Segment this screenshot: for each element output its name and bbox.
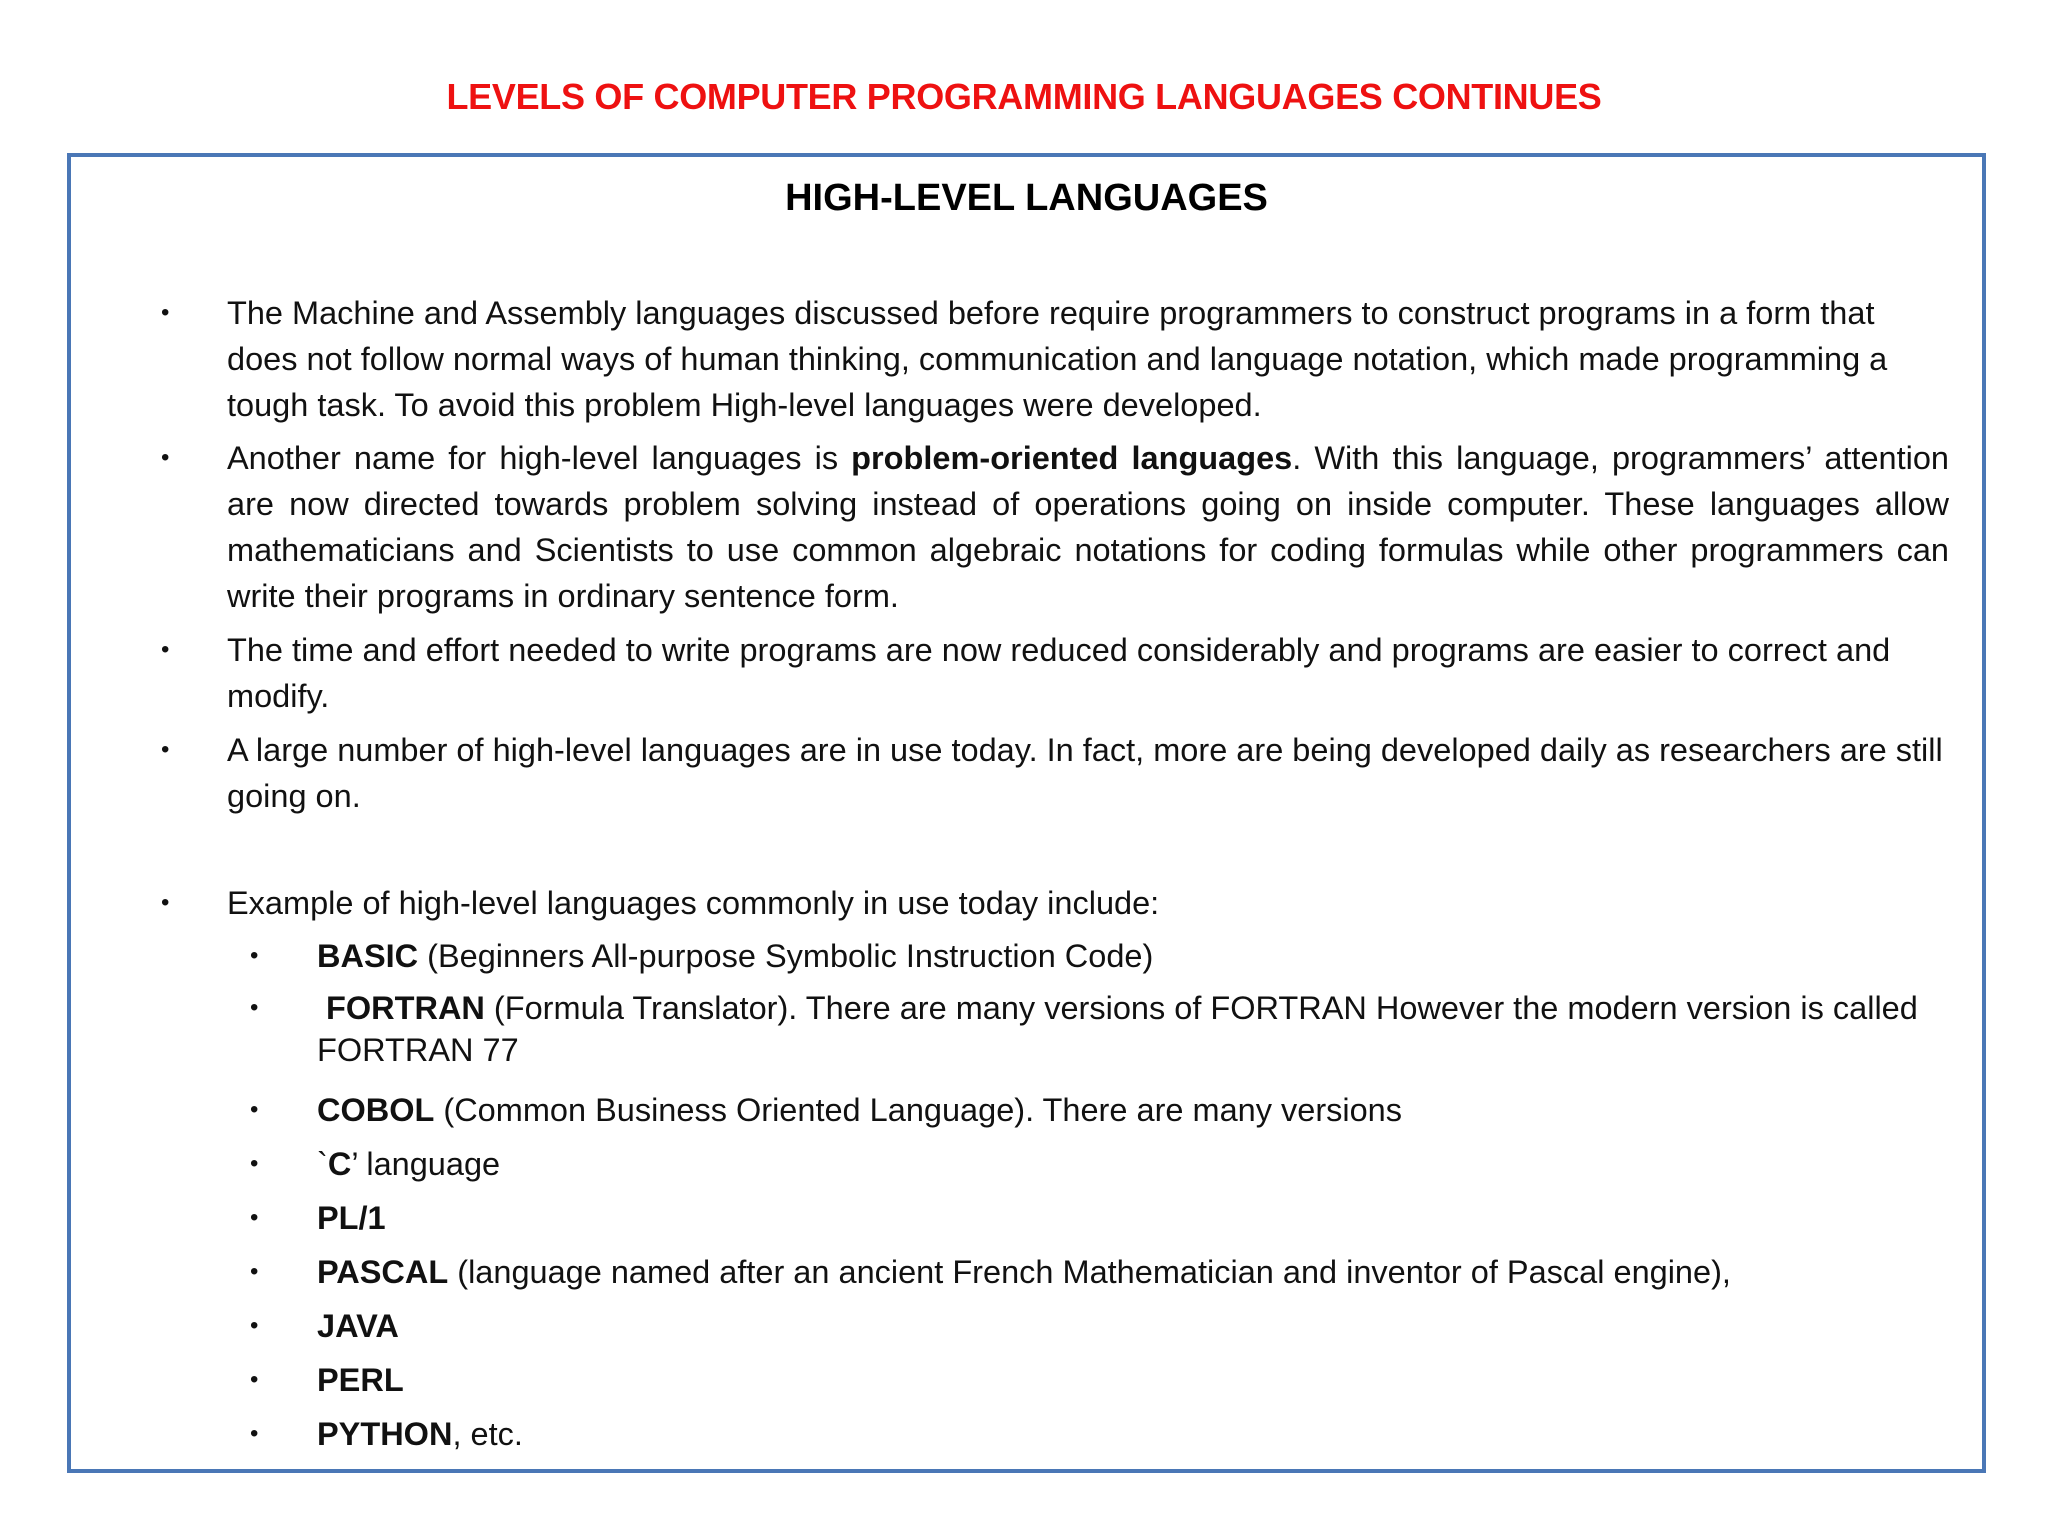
language-item <box>250 1141 1950 1187</box>
language-item <box>250 1303 1950 1349</box>
language-name: PERL <box>317 1362 404 1398</box>
language-text <box>317 1087 1957 1133</box>
language-text <box>317 1411 1957 1457</box>
bullet-icon: • <box>250 1204 259 1231</box>
language-name: FORTRAN <box>326 990 485 1026</box>
language-name: PYTHON <box>317 1416 453 1452</box>
bullet-icon: • <box>161 636 170 663</box>
language-item <box>250 933 1950 979</box>
bullet-icon: • <box>161 889 170 916</box>
language-desc: (language named after an ancient French Mathematician and inventor of Pascal engine), <box>448 1254 1731 1290</box>
language-pre <box>317 990 326 1026</box>
language-text <box>317 1303 1957 1349</box>
bullet-text: A large number of high-level languages are in use today. In fact, more are being developed daily as researchers are still going on. <box>227 732 1943 814</box>
language-desc: (Beginners All-purpose Symbolic Instruction Code) <box>418 938 1154 974</box>
slide-title: LEVELS OF COMPUTER PROGRAMMING LANGUAGES CONTINUES <box>446 76 1602 117</box>
bullet-icon: • <box>250 942 259 969</box>
bullet-icon: • <box>161 299 170 326</box>
language-text <box>317 1249 1957 1295</box>
language-item <box>250 1195 1950 1241</box>
language-text <box>317 1195 1957 1241</box>
bullet-text: The Machine and Assembly languages discussed before require programmers to construct programs in a form that does not follow normal ways of human thinking, communication and language notation, which made programming a tough task. To avoid this problem High-level languages were developed. <box>227 295 1888 423</box>
bullet-item <box>161 435 1961 619</box>
language-pre: ` <box>317 1146 328 1182</box>
bullet-text: The time and effort needed to write programs are now reduced considerably and programs are easier to correct and modify. <box>227 632 1891 714</box>
bullet-icon: • <box>250 1420 259 1447</box>
language-name: C <box>327 1146 352 1182</box>
bullet-icon: • <box>250 994 259 1021</box>
bullet-icon: • <box>250 1312 259 1339</box>
bullet-item <box>161 627 1961 719</box>
bullet-item <box>161 880 1961 926</box>
bullet-icon: • <box>250 1150 259 1177</box>
language-name: PASCAL <box>317 1254 449 1290</box>
bullet-item <box>161 290 1961 428</box>
language-desc: (Formula Translator). There are many versions of FORTRAN However the modern version is called FORTRAN 77 <box>317 990 1927 1068</box>
bullet-icon: • <box>250 1258 259 1285</box>
language-item <box>250 1249 1950 1295</box>
bullet-item <box>161 727 1961 819</box>
language-name: JAVA <box>317 1308 399 1344</box>
language-desc: (Common Business Oriented Language). There are many versions <box>434 1092 1403 1128</box>
language-name: PL/1 <box>317 1200 386 1236</box>
bullet-icon: • <box>250 1096 259 1123</box>
language-text <box>317 1141 1957 1187</box>
language-item <box>250 1411 1950 1457</box>
language-text <box>317 1357 1957 1403</box>
bullet-text <box>227 435 1949 619</box>
bullet-text-post: . With this language, programmers’ attention are now directed towards problem solving instead of operations going on inside computer. These languages allow mathematicians and Scientists to use common algebraic notations for coding formulas while other programmers can write their programs in ordinary sentence form. <box>227 440 1950 614</box>
bullet-text: Example of high-level languages commonly in use today include: <box>227 885 1160 921</box>
language-desc: , etc. <box>452 1416 523 1452</box>
bullet-list <box>71 157 1982 1469</box>
language-item <box>250 1087 1950 1133</box>
language-desc: ’ language <box>351 1146 501 1182</box>
bullet-icon: • <box>161 736 170 763</box>
language-text <box>317 933 1957 979</box>
language-item <box>250 987 1950 1071</box>
language-item <box>250 1357 1950 1403</box>
box-heading: HIGH-LEVEL LANGUAGES <box>785 177 1268 219</box>
bullet-text-bold: problem-oriented languages <box>851 440 1293 476</box>
language-name: COBOL <box>317 1092 435 1128</box>
language-text <box>317 987 1957 1071</box>
bullet-icon: • <box>161 444 170 471</box>
bullet-icon: • <box>250 1366 259 1393</box>
language-name: BASIC <box>317 938 419 974</box>
content-box <box>67 153 1986 1473</box>
bullet-text-pre: Another name for high-level languages is <box>227 440 852 476</box>
